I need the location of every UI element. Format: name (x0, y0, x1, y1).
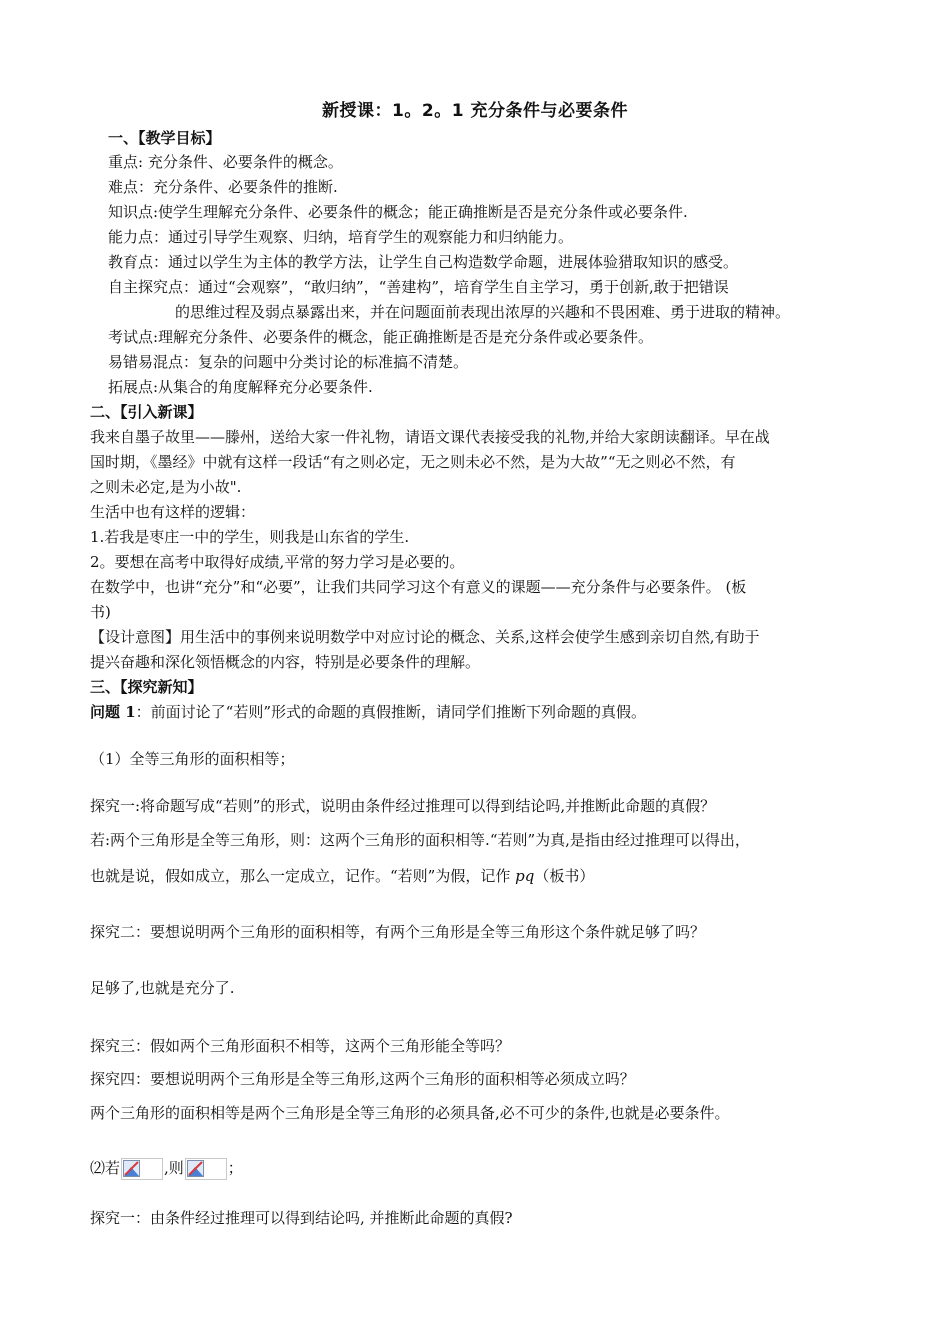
missing-formula-image (185, 1158, 227, 1180)
intro-example-2: 2。要想在高考中取得好成绩,平常的努力学习是必要的。 (90, 553, 465, 571)
section-heading-objectives: 一、【教学目标】 (108, 129, 221, 147)
item-2-then: ,则 (164, 1159, 184, 1177)
explore-5: 探究一：由条件经过推理可以得到结论吗, 并推断此命题的真假? (90, 1209, 513, 1227)
math-var-pq: pq (515, 867, 535, 885)
objective-education: 教育点：通过以学生为主体的教学方法，让学生自己构造数学命题，进展体验猎取知识的感受。 (108, 253, 739, 271)
broken-image-icon (187, 1160, 204, 1177)
design-intent-line: 【设计意图】用生活中的事例来说明数学中对应讨论的概念、关系,这样会使学生感到亲切自然,有助于 (90, 628, 760, 646)
objective-extension: 拓展点:从集合的角度解释充分必要条件. (108, 378, 373, 396)
question-1-item-2 (90, 1158, 243, 1180)
objective-self-study-cont: 的思维过程及弱点暴露出来，并在问题面前表现出浓厚的兴趣和不畏困难、勇于进取的精神。 (175, 303, 791, 321)
question-1-text: ：前面讨论了“若则”形式的命题的真假推断，请同学们推断下列命题的真假。 (135, 703, 647, 721)
section-heading-intro: 二、【引入新课】 (90, 403, 203, 421)
objective-confusion: 易错易混点：复杂的问题中分类讨论的标准搞不清楚。 (108, 353, 469, 371)
explore-4-answer: 两个三角形的面积相等是两个三角形是全等三角形的必须具备,必不可少的条件,也就是必要条件。 (90, 1104, 730, 1122)
question-1 (90, 702, 646, 722)
answer-text-suffix: （板书） (534, 867, 595, 885)
question-1-item-1: （1）全等三角形的面积相等； (90, 750, 295, 768)
section-heading-explore: 三、【探究新知】 (90, 678, 203, 696)
intro-paragraph-line: 书) (90, 603, 111, 621)
explore-1: 探究一:将命题写成“若则”的形式，说明由条件经过推理可以得到结论吗,并推断此命题的真假？ (90, 797, 716, 815)
item-2-if: ⑵若 (90, 1159, 121, 1177)
objective-exam: 考试点:理解充分条件、必要条件的概念，能正确推断是否是充分条件或必要条件。 (108, 328, 654, 346)
intro-paragraph-line: 之则未必定,是为小故". (90, 478, 242, 496)
explore-1-answer-line2 (90, 866, 594, 886)
objective-difficulty: 难点：充分条件、必要条件的推断. (108, 178, 338, 196)
item-2-end: ； (227, 1159, 243, 1177)
explore-3: 探究三：假如两个三角形面积不相等，这两个三角形能全等吗？ (90, 1037, 511, 1055)
intro-paragraph-line: 我来自墨子故里——滕州，送给大家一件礼物，请语文课代表接受我的礼物,并给大家朗读翻译。早在战 (90, 428, 770, 446)
question-1-label: 问题 1 (90, 703, 136, 721)
intro-paragraph-line: 在数学中，也讲“充分”和“必要”，让我们共同学习这个有意义的课题——充分条件与必要条件。 (板 (90, 578, 747, 596)
objective-ability: 能力点：通过引导学生观察、归纳，培育学生的观察能力和归纳能力。 (108, 228, 574, 246)
broken-image-icon (123, 1160, 140, 1177)
intro-example-1: 1.若我是枣庄一中的学生，则我是山东省的学生. (90, 528, 410, 546)
objective-key-point: 重点: 充分条件、必要条件的概念。 (108, 153, 343, 171)
intro-paragraph-line: 国时期，《墨经》中就有这样一段话“有之则必定，无之则未必不然，是为大故”“无之则必不然，有 (90, 453, 736, 471)
design-intent-line: 提兴奋趣和深化领悟概念的内容，特别是必要条件的理解。 (90, 653, 481, 671)
missing-formula-image (121, 1158, 163, 1180)
objective-knowledge: 知识点:使学生理解充分条件、必要条件的概念；能正确推断是否是充分条件或必要条件. (108, 203, 688, 221)
explore-2-answer: 足够了,也就是充分了. (90, 979, 235, 997)
objective-self-study: 自主探究点：通过“会观察”，“敢归纳”，“善建构”，培育学生自主学习，勇于创新,敢于把错误 (108, 278, 729, 296)
explore-4: 探究四：要想说明两个三角形是全等三角形,这两个三角形的面积相等必须成立吗？ (90, 1070, 635, 1088)
intro-paragraph-line: 生活中也有这样的逻辑： (90, 503, 256, 521)
explore-2: 探究二：要想说明两个三角形的面积相等，有两个三角形是全等三角形这个条件就足够了吗？ (90, 923, 706, 941)
page-title: 新授课：1。2。1 充分条件与必要条件 (322, 101, 628, 121)
answer-text: 也就是说，假如成立，那么一定成立，记作。“若则”为假，记作 (90, 867, 516, 885)
explore-1-answer-line1: 若:两个三角形是全等三角形，则：这两个三角形的面积相等.“若则”为真,是指由经过推理可以得出， (90, 831, 750, 849)
